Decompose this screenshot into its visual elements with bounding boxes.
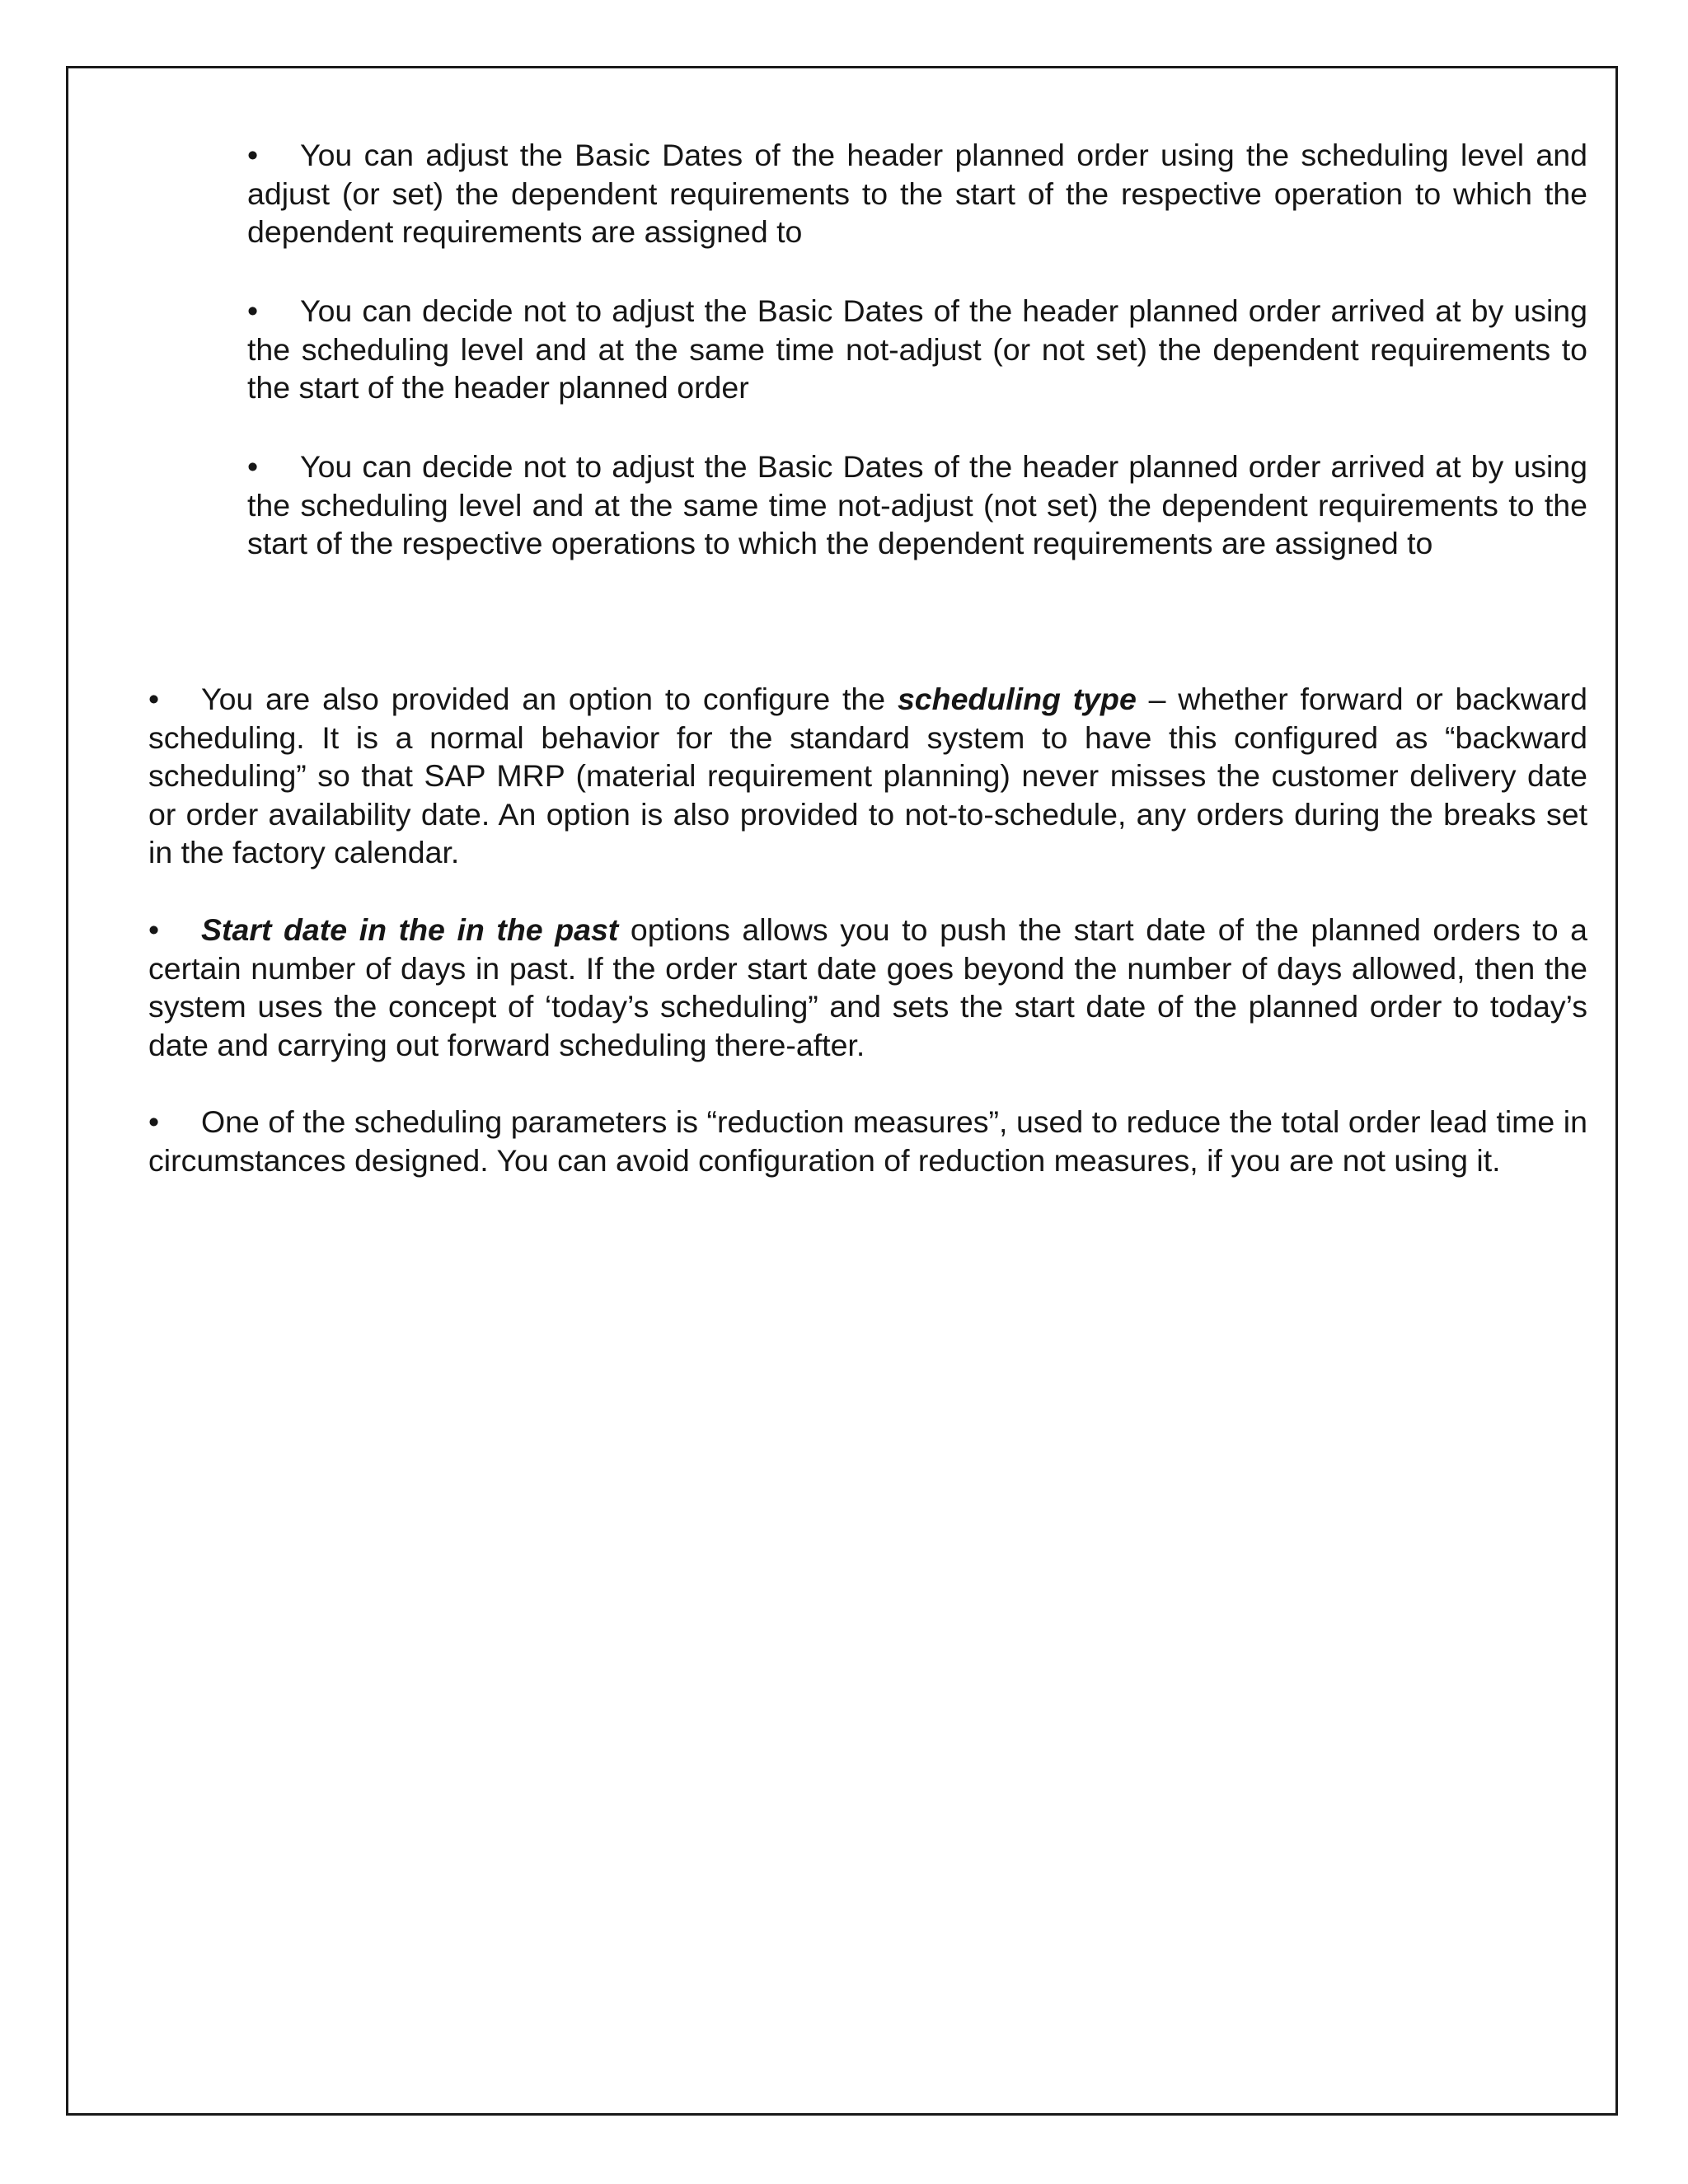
sub-bullet-item [247, 136, 1587, 251]
bullet-icon: • [247, 138, 259, 172]
bullet-icon: • [148, 912, 160, 947]
bullet-icon: • [148, 1104, 160, 1139]
emphasis-term: scheduling type [897, 682, 1137, 716]
main-bullet-item [148, 911, 1587, 1064]
sub-bullet-item [247, 448, 1587, 563]
main-bullet-item [148, 1103, 1587, 1179]
bullet-icon: • [247, 449, 259, 484]
sub-bullet-text: You can decide not to adjust the Basic Dates of the header planned order arrived at by using the scheduling level and at the same time not-adjust (not set) the dependent requirements to the start of the respective operations to which the dependent requirements are assigned to [247, 449, 1587, 560]
main-bullet-text-cont: options allows you to push the start date of the planned orders to a certain number of days in past. If the order start date goes beyond the number of days allowed, then the system uses the concept of ‘today’s scheduling” and sets the start date of the planned order to today’s date and carrying out forward scheduling there-after. [148, 912, 1588, 1062]
sub-bullet-item [247, 292, 1587, 407]
bullet-icon: • [148, 682, 160, 716]
main-bullet-text-cont: – whether forward or backward scheduling. It is a normal behavior for the standard system to have this configured as “backward scheduling” so that SAP MRP (material requirement planning) never misses the customer delivery date or order availability date. An option is also provided to not-to-schedule, any orders during the breaks set in the factory calendar. [148, 682, 1587, 869]
main-bullet-item [148, 680, 1587, 872]
main-bullet-text: One of the scheduling parameters is “reduction measures”, used to reduce the total order lead time in circumstances designed. You can avoid configuration of reduction measures, if you are not using it. [148, 1104, 1587, 1178]
bullet-icon: • [247, 293, 259, 328]
sub-bullet-text: You can adjust the Basic Dates of the header planned order using the scheduling level and adjust (or set) the dependent requirements to the start of the respective operation to which the dependent requirements are assigned to [247, 138, 1587, 249]
main-bullet-text: You are also provided an option to configure the [201, 682, 898, 716]
emphasis-term: Start date in the in the past [201, 912, 619, 947]
sub-bullet-text: You can decide not to adjust the Basic Dates of the header planned order arrived at by using the scheduling level and at the same time not-adjust (or not set) the dependent requirements to the start of the header planned order [247, 293, 1587, 405]
